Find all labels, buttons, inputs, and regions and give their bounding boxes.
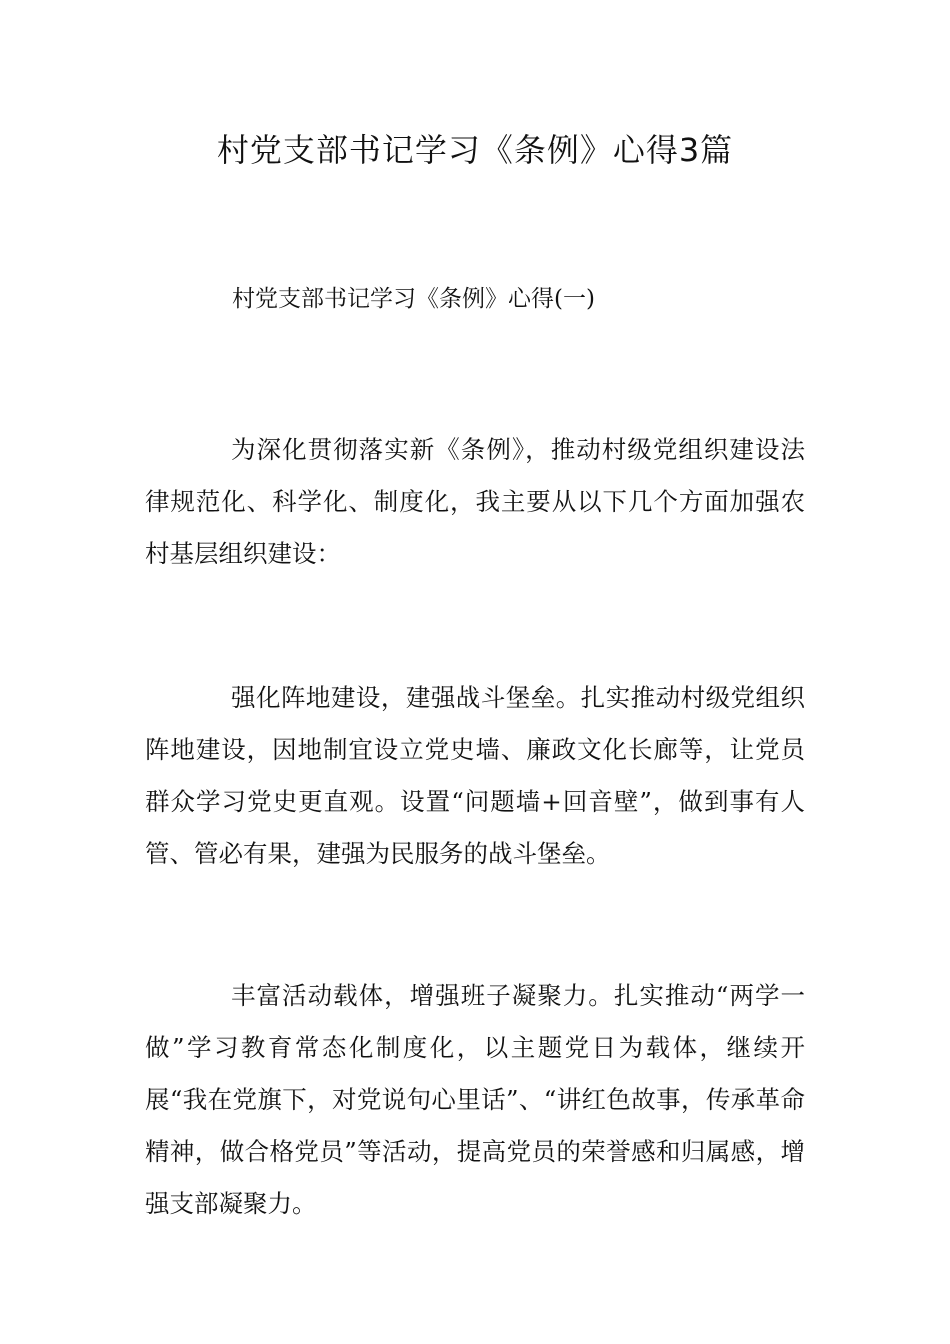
body-paragraph: 强化阵地建设，建强战斗堡垒。扎实推动村级党组织阵地建设，因地制宜设立党史墙、廉政文化长廊等，让党员群众学习党史更直观。设置“问题墙+回音壁”，做到事有人管、管必有果，建强为民服务的战斗堡垒。 [145, 683, 805, 868]
section-subtitle: 村党支部书记学习《条例》心得(一) [232, 286, 595, 312]
body-paragraph: 丰富活动载体，增强班子凝聚力。扎实推动“两学一做”学习教育常态化制度化，以主题党日为载体，继续开展“我在党旗下，对党说句心里话”、“讲红色故事，传承革命精神，做合格党员”等活动，提高党员的荣誉感和归属感，增强支部凝聚力。 [145, 981, 805, 1218]
body-paragraph: 为深化贯彻落实新《条例》，推动村级党组织建设法律规范化、科学化、制度化，我主要从以下几个方面加强农村基层组织建设： [145, 435, 805, 568]
document-title: 村党支部书记学习《条例》心得3篇 [216, 131, 734, 169]
